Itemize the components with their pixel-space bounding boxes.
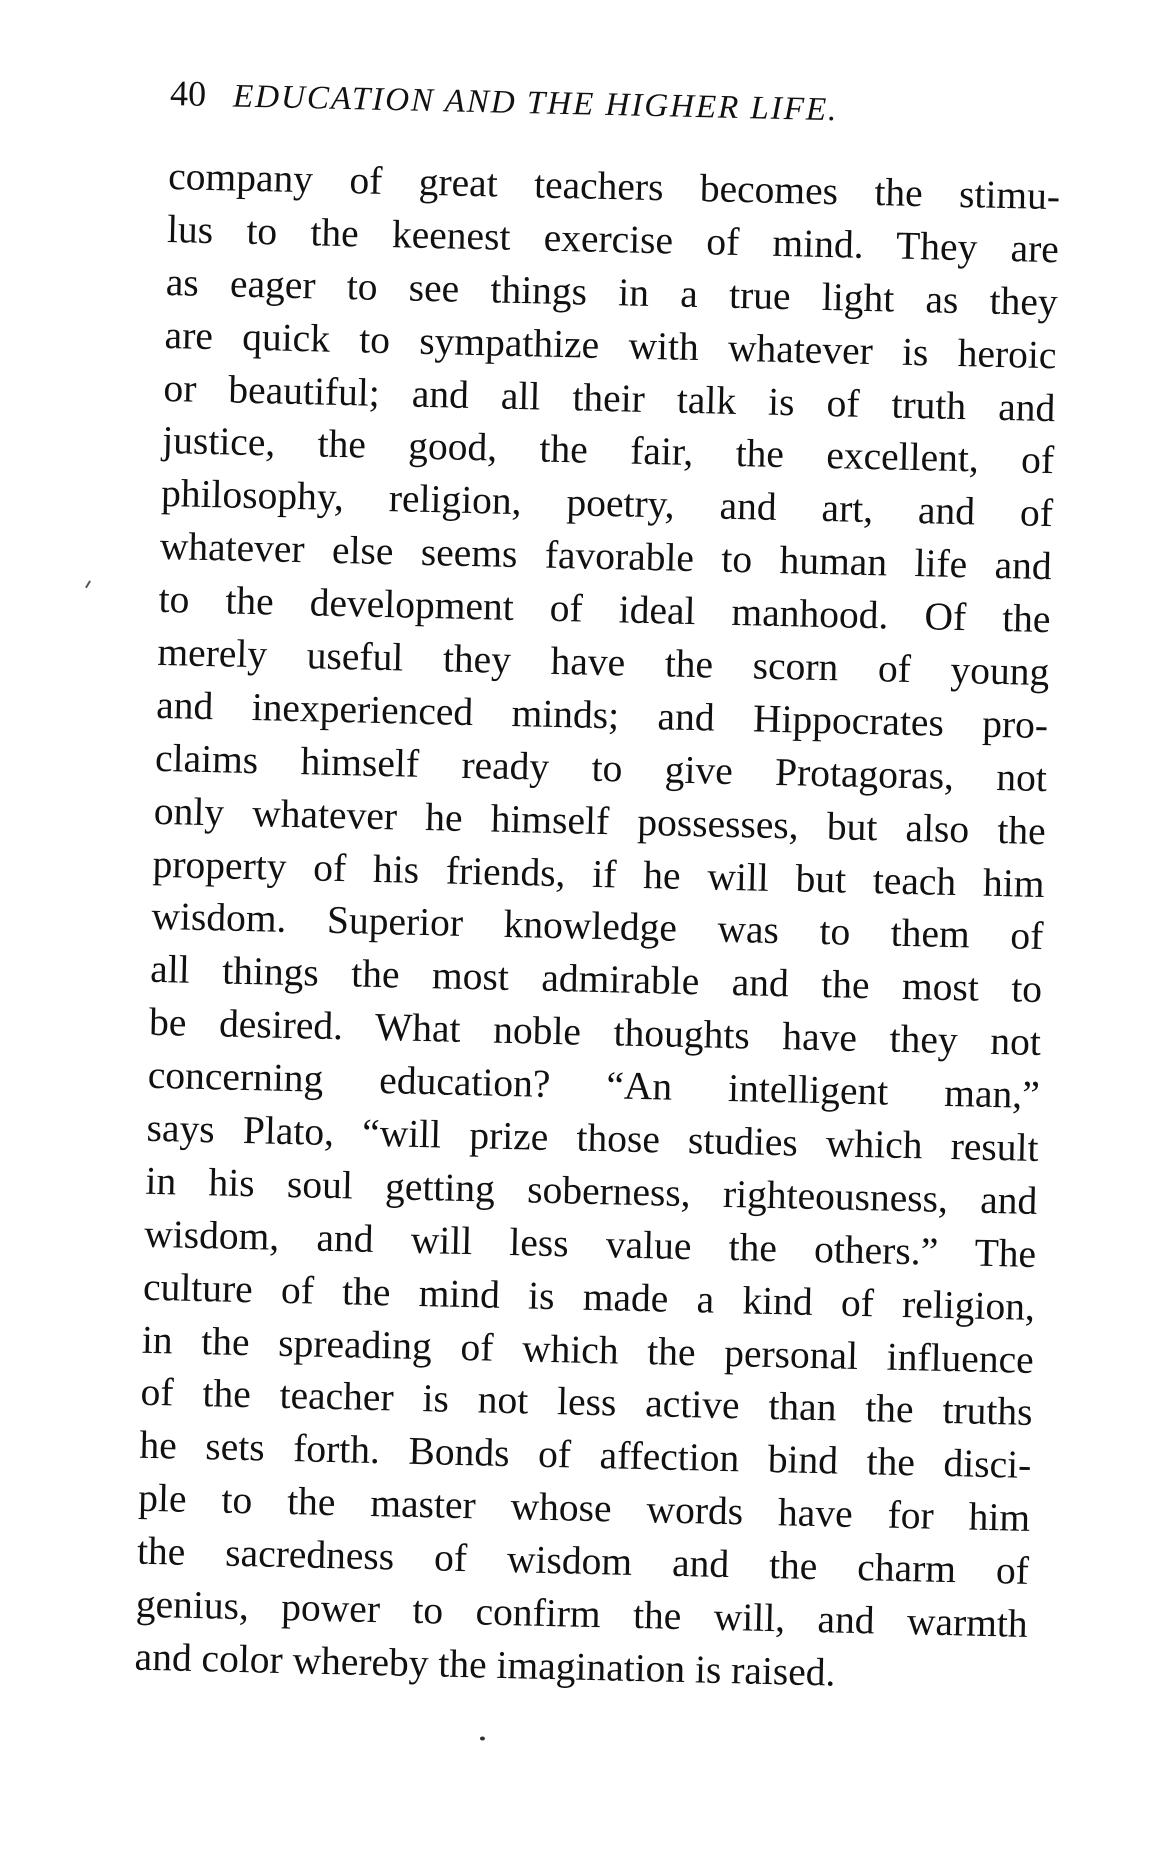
text-line: are quick to sympathize with whatever is heroic bbox=[164, 312, 1057, 377]
text-line: philosophy, religion, poetry, and art, and of bbox=[160, 471, 1054, 536]
text-line: he sets forth. Bonds of affection bind the disci- bbox=[139, 1423, 1032, 1488]
text-line: lus to the keenest exercise of mind. They are bbox=[166, 206, 1060, 272]
text-line: whatever else seems favorable to human life and bbox=[159, 524, 1053, 589]
text-line: as eager to see things in a true light as they bbox=[165, 259, 1059, 325]
text-line: of the teacher is not less active than the truths bbox=[140, 1370, 1033, 1435]
text-line: in the spreading of which the personal influence bbox=[141, 1317, 1035, 1382]
text-line: ple to the master whose words have for him bbox=[137, 1475, 1031, 1541]
page-number: 40 bbox=[169, 73, 207, 114]
text-line: to the development of ideal manhood. Of the bbox=[158, 577, 1051, 642]
text-line: be desired. What noble thoughts have they not bbox=[148, 1000, 1042, 1065]
text-line: justice, the good, the fair, the excellent, of bbox=[161, 418, 1055, 483]
margin-mark bbox=[85, 580, 91, 588]
text-line: wisdom. Superior knowledge was to them of bbox=[151, 894, 1044, 959]
text-line: the sacredness of wisdom and the charm of bbox=[136, 1528, 1030, 1594]
text-line: and inexperienced minds; and Hippocrates pro- bbox=[155, 682, 1049, 748]
text-line: in his soul getting soberness, righteousness, and bbox=[145, 1158, 1038, 1223]
text-line: merely useful they have the scorn of young bbox=[157, 629, 1050, 695]
text-line: genius, power to confirm the will, and warmth bbox=[135, 1581, 1029, 1646]
text-line: wisdom, and will less value the others.” The bbox=[143, 1211, 1037, 1276]
running-title: EDUCATION AND THE HIGHER LIFE. bbox=[232, 78, 839, 129]
text-line: says Plato, “will prize those studies which result bbox=[146, 1105, 1039, 1171]
text-line: or beautiful; and all their talk is of truth and bbox=[163, 365, 1056, 430]
text-line: company of great teachers becomes the stimu- bbox=[167, 154, 1061, 219]
body-text bbox=[134, 150, 1061, 1704]
text-line: culture of the mind is made a kind of religion, bbox=[142, 1264, 1036, 1329]
text-line: only whatever he himself possesses, but also the bbox=[153, 788, 1047, 853]
text-line: and color whereby the imagination is raised. bbox=[134, 1634, 836, 1695]
text-line: concerning education? “An intelligent man,” bbox=[147, 1052, 1041, 1118]
ink-speck bbox=[480, 1736, 485, 1740]
text-line: claims himself ready to give Protagoras, not bbox=[154, 735, 1048, 800]
text-line: all things the most admirable and the most to bbox=[149, 947, 1043, 1012]
text-line: property of his friends, if he will but teach him bbox=[152, 841, 1045, 906]
running-header bbox=[170, 72, 839, 129]
